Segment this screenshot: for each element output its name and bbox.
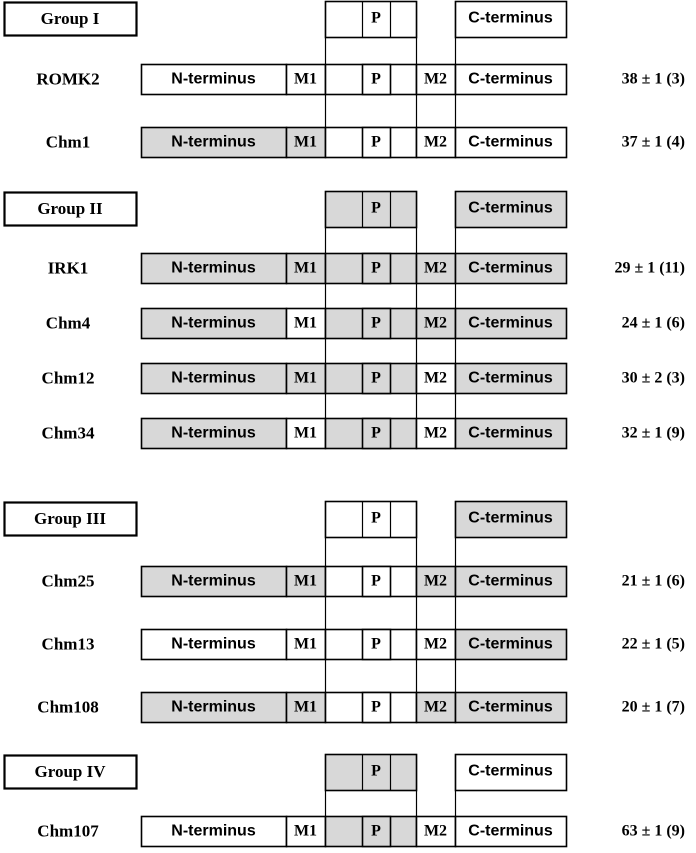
segment-cterm-label: C-terminus bbox=[468, 822, 553, 840]
segment-m1-label: M1 bbox=[293, 635, 318, 653]
header-p-label: P bbox=[371, 509, 381, 527]
construct-row bbox=[48, 254, 685, 284]
segment-p-label: P bbox=[371, 259, 381, 277]
segment-cterm-label: C-terminus bbox=[468, 70, 553, 88]
group-4 bbox=[5, 754, 686, 847]
header-cterm-label: C-terminus bbox=[468, 9, 553, 27]
group-3 bbox=[5, 501, 686, 723]
construct-value: 30 ± 2 (3) bbox=[621, 369, 685, 387]
construct-name: Chm25 bbox=[41, 571, 95, 591]
construct-name: Chm13 bbox=[41, 634, 95, 654]
segment-m2-label: M2 bbox=[423, 369, 448, 387]
segment-m1-label: M1 bbox=[293, 822, 318, 840]
segment-nterm-label: N-terminus bbox=[171, 133, 256, 151]
construct-row bbox=[46, 128, 685, 158]
group-title: Group IV bbox=[34, 762, 106, 781]
group-header bbox=[326, 191, 567, 228]
construct-row bbox=[42, 567, 685, 597]
segment-nterm-label: N-terminus bbox=[171, 369, 256, 387]
construct-value: 29 ± 1 (11) bbox=[614, 259, 685, 277]
segment-m2-label: M2 bbox=[423, 635, 448, 653]
segment-m1-label: M1 bbox=[293, 259, 318, 277]
group-2 bbox=[5, 191, 686, 449]
group-header bbox=[326, 1, 567, 38]
construct-name: Chm1 bbox=[45, 132, 91, 152]
segment-cterm-label: C-terminus bbox=[468, 259, 553, 277]
segment-nterm-label: N-terminus bbox=[171, 314, 256, 332]
construct-row bbox=[37, 817, 685, 847]
construct-value: 20 ± 1 (7) bbox=[621, 698, 685, 716]
segment-cterm-label: C-terminus bbox=[468, 424, 553, 442]
header-p-label: P bbox=[371, 199, 381, 217]
construct-value: 32 ± 1 (9) bbox=[621, 424, 685, 442]
construct-value: 24 ± 1 (6) bbox=[621, 314, 685, 332]
construct-row bbox=[42, 364, 685, 394]
segment-m2-label: M2 bbox=[423, 133, 448, 151]
segment-p-label: P bbox=[371, 424, 381, 442]
segment-p-label: P bbox=[371, 369, 381, 387]
construct-name: IRK1 bbox=[47, 258, 89, 278]
segment-p-label: P bbox=[371, 635, 381, 653]
segment-p-label: P bbox=[371, 133, 381, 151]
construct-row bbox=[42, 419, 685, 449]
segment-nterm-label: N-terminus bbox=[171, 698, 256, 716]
construct-name: Chm34 bbox=[41, 423, 95, 443]
segment-cterm-label: C-terminus bbox=[468, 314, 553, 332]
construct-value: 22 ± 1 (5) bbox=[621, 635, 685, 653]
construct-name: ROMK2 bbox=[36, 69, 100, 89]
segment-m1-label: M1 bbox=[293, 698, 318, 716]
header-cterm-label: C-terminus bbox=[468, 199, 553, 217]
segment-nterm-label: N-terminus bbox=[171, 424, 256, 442]
segment-p-label: P bbox=[371, 70, 381, 88]
segment-m1-label: M1 bbox=[293, 314, 318, 332]
segment-m2-label: M2 bbox=[423, 259, 448, 277]
header-p-label: P bbox=[371, 9, 381, 27]
construct-name: Chm4 bbox=[45, 313, 91, 333]
group-title: Group III bbox=[34, 509, 106, 528]
segment-m1-label: M1 bbox=[293, 369, 318, 387]
construct-row bbox=[46, 309, 685, 339]
construct-name: Chm108 bbox=[37, 697, 99, 717]
segment-m1-label: M1 bbox=[293, 424, 318, 442]
construct-row bbox=[37, 693, 685, 723]
segment-p-label: P bbox=[371, 822, 381, 840]
segment-cterm-label: C-terminus bbox=[468, 369, 553, 387]
construct-value: 37 ± 1 (4) bbox=[621, 133, 685, 151]
segment-nterm-label: N-terminus bbox=[171, 70, 256, 88]
segment-nterm-label: N-terminus bbox=[171, 635, 256, 653]
construct-row bbox=[36, 65, 685, 95]
segment-cterm-label: C-terminus bbox=[468, 635, 553, 653]
construct-value: 21 ± 1 (6) bbox=[621, 572, 685, 590]
segment-nterm-label: N-terminus bbox=[171, 822, 256, 840]
segment-cterm-label: C-terminus bbox=[468, 572, 553, 590]
segment-m2-label: M2 bbox=[423, 314, 448, 332]
segment-m2-label: M2 bbox=[423, 572, 448, 590]
segment-m2-label: M2 bbox=[423, 698, 448, 716]
group-title: Group I bbox=[40, 9, 100, 28]
segment-p-label: P bbox=[371, 698, 381, 716]
construct-value: 38 ± 1 (3) bbox=[621, 70, 685, 88]
group-title: Group II bbox=[37, 199, 103, 218]
construct-name: Chm12 bbox=[41, 368, 95, 388]
segment-p-label: P bbox=[371, 572, 381, 590]
construct-row bbox=[42, 630, 685, 660]
segment-nterm-label: N-terminus bbox=[171, 259, 256, 277]
segment-m2-label: M2 bbox=[423, 424, 448, 442]
construct-name: Chm107 bbox=[37, 821, 99, 841]
segment-m1-label: M1 bbox=[293, 70, 318, 88]
segment-m2-label: M2 bbox=[423, 70, 448, 88]
segment-cterm-label: C-terminus bbox=[468, 698, 553, 716]
group-header bbox=[326, 754, 567, 791]
segment-p-label: P bbox=[371, 314, 381, 332]
header-cterm-label: C-terminus bbox=[468, 762, 553, 780]
header-p-label: P bbox=[371, 762, 381, 780]
segment-m1-label: M1 bbox=[293, 572, 318, 590]
header-cterm-label: C-terminus bbox=[468, 509, 553, 527]
group-header bbox=[326, 501, 567, 538]
segment-m1-label: M1 bbox=[293, 133, 318, 151]
segment-cterm-label: C-terminus bbox=[468, 133, 553, 151]
construct-value: 63 ± 1 (9) bbox=[621, 822, 685, 840]
group-1 bbox=[5, 1, 686, 158]
segment-nterm-label: N-terminus bbox=[171, 572, 256, 590]
segment-m2-label: M2 bbox=[423, 822, 448, 840]
